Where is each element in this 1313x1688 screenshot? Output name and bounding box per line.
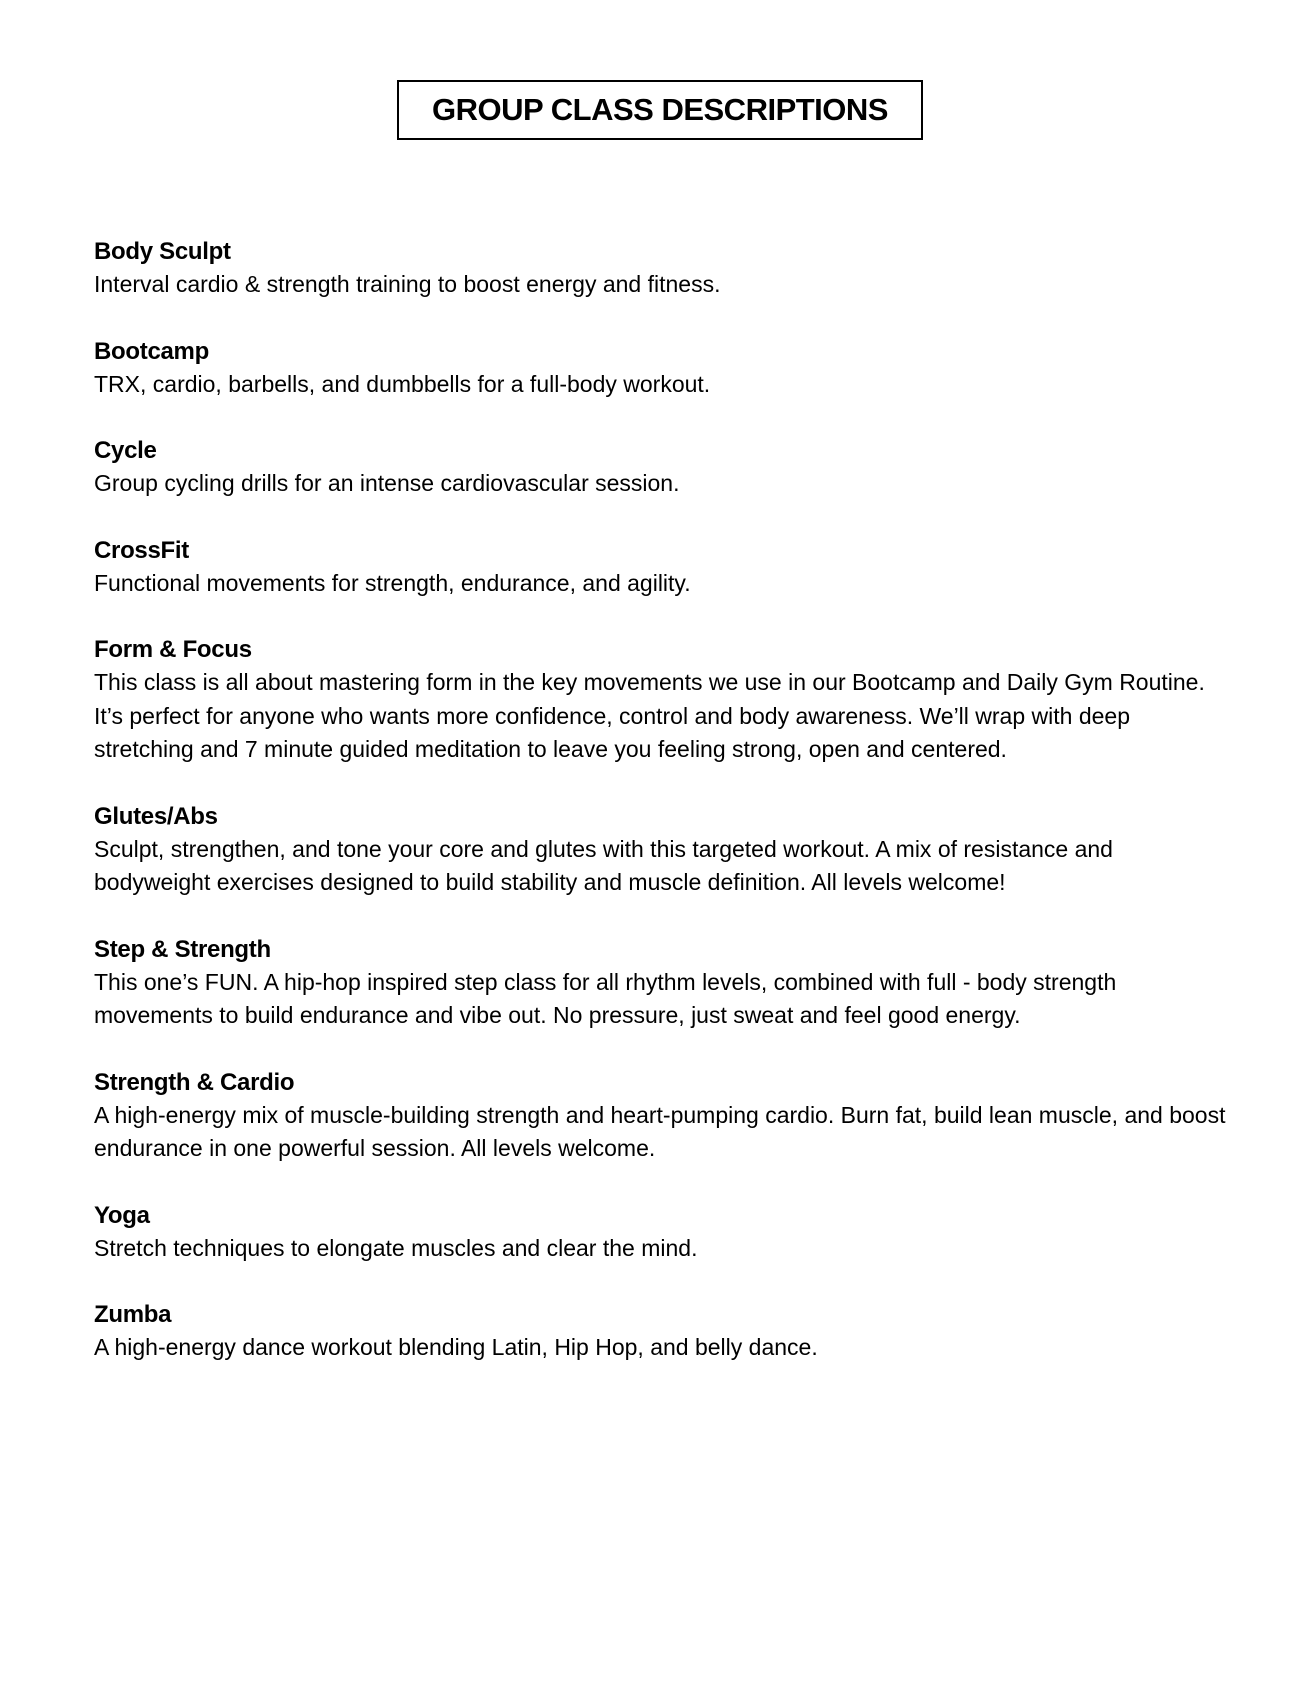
class-name: Bootcamp [94, 337, 209, 365]
class-item-yoga [94, 1199, 1234, 1266]
class-description: Interval cardio & strength training to boost energy and fitness. [94, 271, 721, 297]
class-name: Zumba [94, 1301, 172, 1328]
class-description: This class is all about mastering form in the key movements we use in our Bootcamp and Daily Gym Routine. It’s perfect for anyone who wants more confidence, control and body awareness. We’ll wrap with deep stretching and 7 minute guided meditation to leave you feeling strong, open and centered. [94, 669, 1205, 762]
class-item-zumba [94, 1298, 1234, 1365]
class-name: Form & Focus [94, 636, 252, 663]
class-name: CrossFit [94, 536, 189, 564]
class-list [94, 235, 1234, 1398]
class-description: TRX, cardio, barbells, and dumbbells for a full-body workout. [94, 370, 711, 397]
class-description: Stretch techniques to elongate muscles and clear the mind. [94, 1234, 698, 1261]
class-name: Yoga [94, 1201, 150, 1229]
class-name: Strength & Cardio [94, 1068, 295, 1096]
class-name: Step & Strength [94, 935, 271, 963]
class-item-cycle [94, 434, 1234, 501]
class-description: Group cycling drills for an intense cardiovascular session. [94, 470, 680, 496]
class-item-glutes-abs [94, 800, 1234, 900]
class-item-form-focus [94, 633, 1234, 767]
class-description: Functional movements for strength, endurance, and agility. [94, 569, 691, 596]
class-name: Cycle [94, 437, 157, 464]
class-description: A high-energy mix of muscle-building strength and heart-pumping cardio. Burn fat, build lean muscle, and boost endurance in one powerful session. All levels welcome. [94, 1101, 1226, 1161]
class-item-body-sculpt [94, 235, 1234, 302]
class-name: Glutes/Abs [94, 802, 218, 830]
class-name: Body Sculpt [94, 238, 231, 265]
class-item-bootcamp [94, 335, 1234, 402]
class-description: Sculpt, strengthen, and tone your core and glutes with this targeted workout. A mix of resistance and bodyweight exercises designed to build stability and muscle definition. All levels welcome! [94, 835, 1113, 895]
page-title: GROUP CLASS DESCRIPTIONS [432, 92, 888, 127]
class-item-crossfit [94, 534, 1234, 601]
class-description: A high-energy dance workout blending Latin, Hip Hop, and belly dance. [94, 1334, 818, 1360]
class-item-step-strength [94, 933, 1234, 1033]
class-item-strength-cardio [94, 1066, 1234, 1166]
page-title-box [397, 80, 923, 140]
class-description: This one’s FUN. A hip-hop inspired step class for all rhythm levels, combined with full - body strength movements to build endurance and vibe out. No pressure, just sweat and feel good energy. [94, 968, 1117, 1028]
